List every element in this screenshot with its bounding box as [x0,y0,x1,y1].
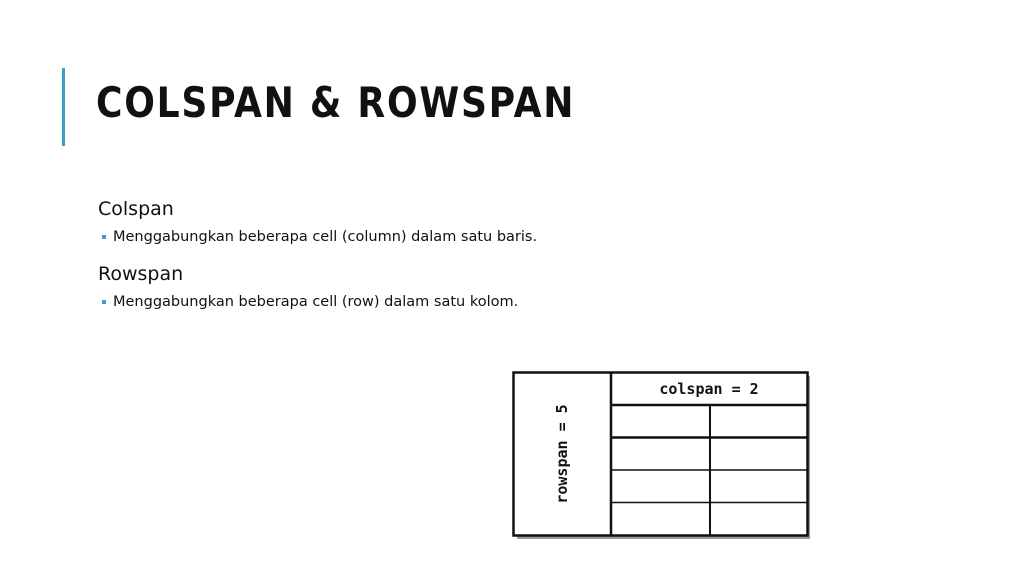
span-table-svg [512,371,812,541]
title-accent-bar [62,68,65,146]
colspan-label: colspan = 2 [659,380,759,398]
rowspan-heading: Rowspan [98,263,184,285]
bullet-square-icon [102,300,106,304]
span-table-diagram [512,371,812,541]
bullet-square-icon [102,235,106,239]
slide-title: COLSPAN & ROWSPAN [96,78,576,127]
rowspan-label: rowspan = 5 [553,404,571,504]
rowspan-bullet [102,292,798,312]
slide-content [98,196,798,312]
colspan-section [98,196,798,247]
rowspan-section [98,261,798,312]
colspan-bullet [102,227,798,247]
colspan-heading: Colspan [98,198,174,220]
rowspan-bullet-text: Menggabungkan beberapa cell (row) dalam satu kolom. [113,294,519,310]
colspan-bullet-text: Menggabungkan beberapa cell (column) dalam satu baris. [113,229,538,245]
